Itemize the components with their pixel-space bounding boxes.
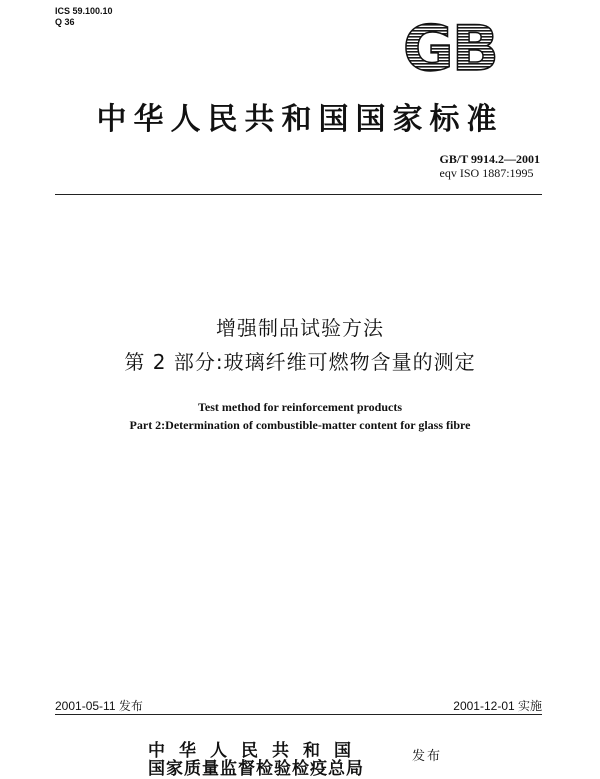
en-title-line1: Test method for reinforcement products	[198, 400, 402, 414]
ics-block	[55, 6, 113, 28]
gb-logo-text: GB	[402, 18, 498, 78]
implement-date: 2001-12-01 实施	[453, 699, 542, 713]
issue-date: 2001-05-11 发布	[55, 699, 143, 713]
classification-code: Q 36	[55, 17, 75, 27]
gb-logo	[392, 18, 508, 78]
bottom-divider	[55, 714, 542, 715]
cn-title-line1: 增强制品试验方法	[216, 316, 384, 340]
publisher-line1: 中华人民共和国	[148, 741, 365, 761]
standard-type-title: 中华人民共和国国家标准	[96, 102, 504, 137]
standard-equivalent: eqv ISO 1887:1995	[439, 166, 534, 180]
standard-number-block	[440, 152, 540, 180]
publisher-suffix: 发布	[412, 749, 443, 764]
top-divider	[55, 194, 542, 195]
ics-code: ICS 59.100.10	[55, 6, 113, 16]
standard-code: GB/T 9914.2—2001	[439, 152, 540, 166]
cn-title-line2: 第 2 部分:玻璃纤维可燃物含量的测定	[124, 350, 476, 374]
en-title-line2: Part 2:Determination of combustible-matter content for glass fibre	[129, 418, 471, 432]
publisher-line2: 国家质量监督检验检疫总局	[148, 759, 364, 779]
